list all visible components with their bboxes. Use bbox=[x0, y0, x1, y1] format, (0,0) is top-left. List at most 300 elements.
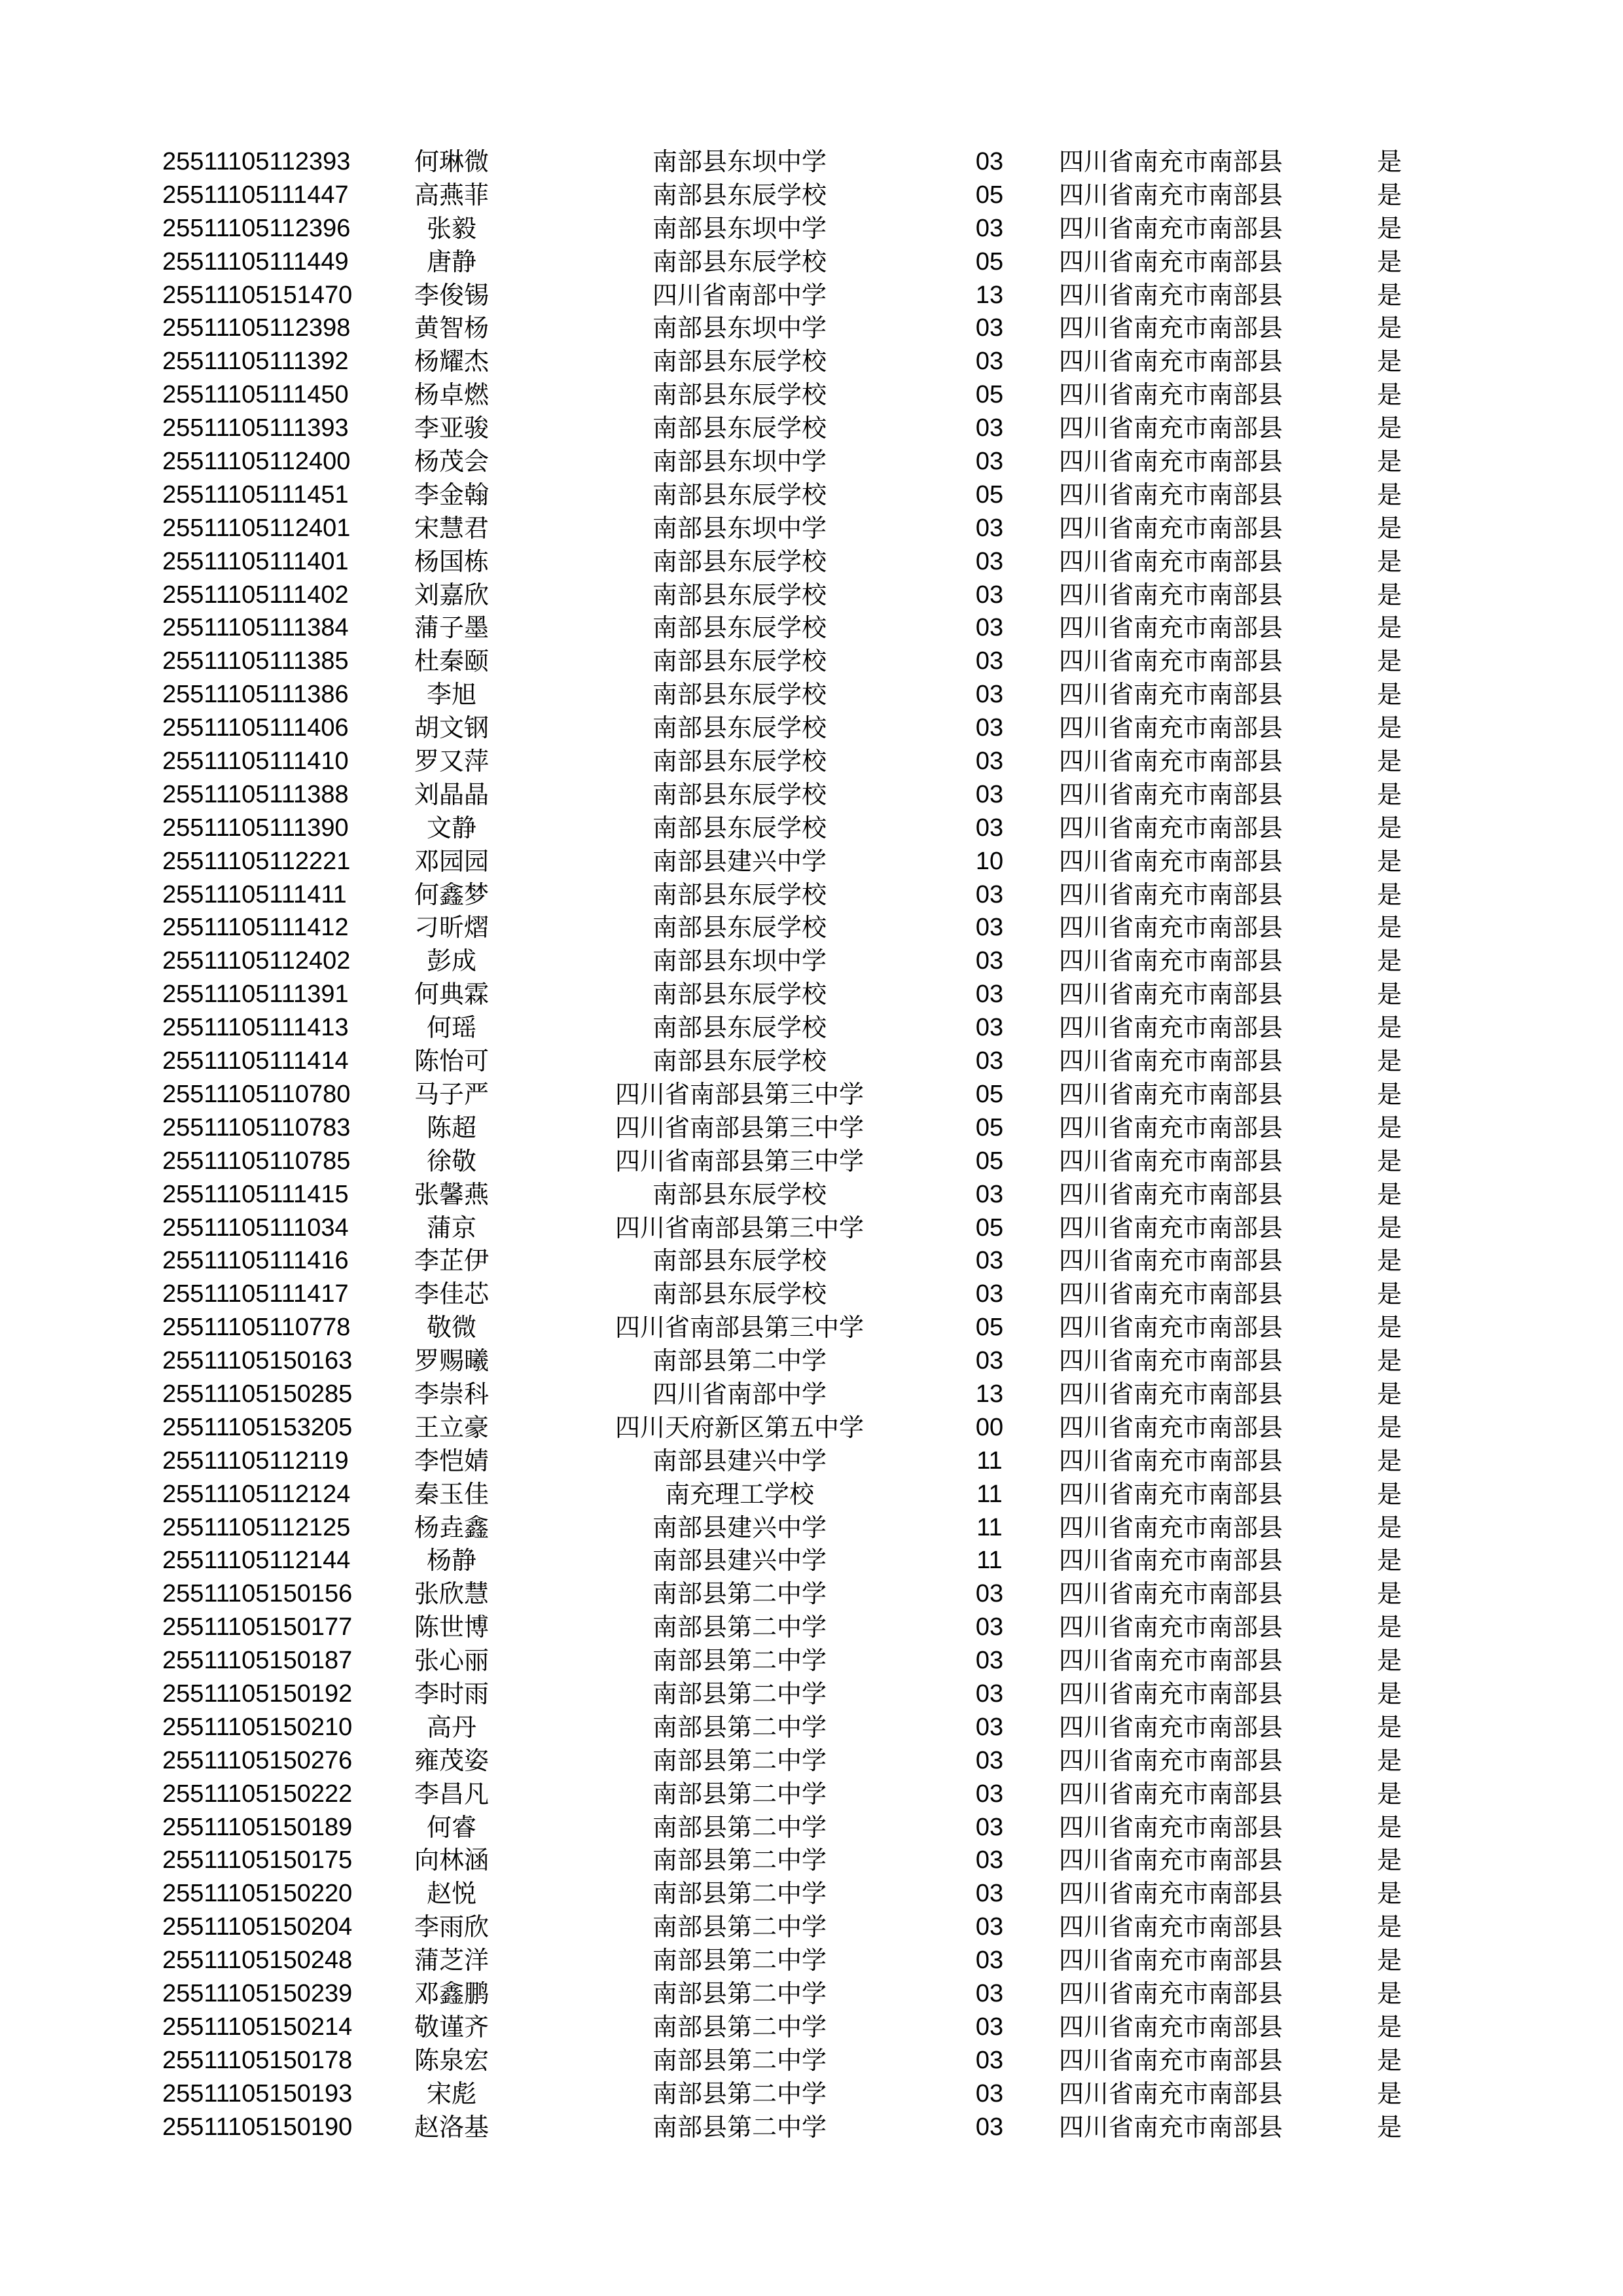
school-name: 南部县东辰学校 bbox=[652, 813, 827, 842]
student-name: 何典霖 bbox=[414, 980, 490, 1009]
table-row bbox=[0, 1411, 1623, 1444]
table-row bbox=[0, 1078, 1623, 1111]
table-row bbox=[0, 611, 1623, 645]
eligibility-flag: 是 bbox=[1377, 213, 1402, 243]
eligibility-flag: 是 bbox=[1377, 1412, 1402, 1442]
region: 四川省南充市南部县 bbox=[1059, 2112, 1283, 2142]
student-name: 杨垚鑫 bbox=[414, 1513, 490, 1542]
exam-id: 25511105150189 bbox=[162, 1813, 353, 1841]
student-name: 李俊锡 bbox=[414, 280, 490, 310]
eligibility-flag: 是 bbox=[1377, 1712, 1402, 1742]
exam-id: 25511105150192 bbox=[162, 1679, 353, 1708]
student-name: 陈超 bbox=[426, 1113, 477, 1142]
exam-id: 25511105110780 bbox=[162, 1080, 351, 1108]
table-row bbox=[0, 1211, 1623, 1245]
exam-id: 25511105150222 bbox=[162, 1780, 353, 1808]
region: 四川省南充市南部县 bbox=[1059, 180, 1283, 209]
student-name: 宋慧君 bbox=[414, 513, 490, 543]
school-name: 南充理工学校 bbox=[664, 1479, 815, 1509]
eligibility-flag: 是 bbox=[1377, 447, 1402, 476]
exam-id: 25511105111415 bbox=[162, 1180, 349, 1208]
student-name: 陈泉宏 bbox=[414, 2045, 490, 2075]
exam-id: 25511105150239 bbox=[162, 1979, 353, 2007]
eligibility-flag: 是 bbox=[1377, 880, 1402, 909]
category-code: 03 bbox=[975, 747, 1004, 776]
student-name: 何琳微 bbox=[414, 147, 490, 176]
region: 四川省南充市南部县 bbox=[1059, 1513, 1283, 1542]
school-name: 四川省南部县第三中学 bbox=[615, 1079, 865, 1109]
category-code: 03 bbox=[975, 980, 1004, 1009]
school-name: 南部县东辰学校 bbox=[652, 247, 827, 276]
eligibility-flag: 是 bbox=[1377, 1479, 1402, 1509]
table-row bbox=[0, 878, 1623, 912]
region: 四川省南充市南部县 bbox=[1059, 1047, 1283, 1076]
student-name: 高燕菲 bbox=[414, 180, 490, 209]
category-code: 03 bbox=[975, 448, 1004, 476]
exam-id: 25511105111450 bbox=[162, 381, 349, 409]
student-name: 雍茂姿 bbox=[414, 1746, 490, 1775]
student-name: 蒲京 bbox=[426, 1213, 477, 1242]
school-name: 南部县第二中学 bbox=[652, 1912, 827, 1942]
region: 四川省南充市南部县 bbox=[1059, 314, 1283, 343]
table-row bbox=[0, 1711, 1623, 1744]
table-row bbox=[0, 1544, 1623, 1577]
table-row bbox=[0, 1677, 1623, 1711]
student-name: 何睿 bbox=[426, 1812, 477, 1842]
table-row bbox=[0, 2077, 1623, 2111]
category-code: 03 bbox=[975, 681, 1004, 709]
eligibility-flag: 是 bbox=[1377, 1846, 1402, 1875]
exam-id: 25511105112393 bbox=[162, 148, 351, 175]
category-code: 03 bbox=[975, 880, 1004, 908]
school-name: 南部县第二中学 bbox=[652, 1979, 827, 2008]
eligibility-flag: 是 bbox=[1377, 1879, 1402, 1909]
category-code: 03 bbox=[975, 348, 1004, 376]
table-row bbox=[0, 212, 1623, 245]
exam-id: 25511105150163 bbox=[162, 1347, 353, 1375]
region: 四川省南充市南部县 bbox=[1059, 213, 1283, 243]
exam-id: 25511105111411 bbox=[162, 880, 347, 908]
region: 四川省南充市南部县 bbox=[1059, 280, 1283, 310]
exam-id: 25511105153205 bbox=[162, 1413, 353, 1441]
eligibility-flag: 是 bbox=[1377, 414, 1402, 443]
region: 四川省南充市南部县 bbox=[1059, 1446, 1283, 1475]
student-name: 杨耀杰 bbox=[414, 347, 490, 376]
region: 四川省南充市南部县 bbox=[1059, 1346, 1283, 1376]
eligibility-flag: 是 bbox=[1377, 846, 1402, 876]
exam-id: 25511105150175 bbox=[162, 1846, 353, 1874]
school-name: 南部县第二中学 bbox=[652, 1746, 827, 1775]
school-name: 南部县东辰学校 bbox=[652, 380, 827, 410]
exam-id: 25511105111385 bbox=[162, 647, 349, 675]
school-name: 南部县第二中学 bbox=[652, 1679, 827, 1708]
student-name: 赵洛基 bbox=[414, 2112, 490, 2142]
category-code: 03 bbox=[975, 1347, 1004, 1375]
student-name: 黄智杨 bbox=[414, 314, 490, 343]
table-row bbox=[0, 812, 1623, 845]
school-name: 南部县第二中学 bbox=[652, 1579, 827, 1609]
region: 四川省南充市南部县 bbox=[1059, 1912, 1283, 1942]
exam-id: 25511105111449 bbox=[162, 247, 349, 276]
eligibility-flag: 是 bbox=[1377, 1213, 1402, 1242]
school-name: 南部县东辰学校 bbox=[652, 347, 827, 376]
school-name: 南部县第二中学 bbox=[652, 2012, 827, 2041]
exam-id: 25511105111416 bbox=[162, 1247, 349, 1275]
student-name: 杨茂会 bbox=[414, 447, 490, 476]
student-name: 刘嘉欣 bbox=[414, 580, 490, 609]
exam-id: 25511105150214 bbox=[162, 2013, 353, 2041]
exam-id: 25511105110785 bbox=[162, 1147, 351, 1175]
student-list bbox=[0, 145, 1623, 2144]
category-code: 11 bbox=[976, 1446, 1003, 1475]
school-name: 南部县第二中学 bbox=[652, 1712, 827, 1742]
category-code: 13 bbox=[975, 281, 1004, 309]
school-name: 南部县东坝中学 bbox=[652, 946, 827, 976]
student-name: 秦玉佳 bbox=[414, 1479, 490, 1509]
school-name: 南部县第二中学 bbox=[652, 1846, 827, 1875]
region: 四川省南充市南部县 bbox=[1059, 547, 1283, 576]
table-row bbox=[0, 245, 1623, 279]
eligibility-flag: 是 bbox=[1377, 680, 1402, 709]
region: 四川省南充市南部县 bbox=[1059, 613, 1283, 643]
category-code: 05 bbox=[975, 1314, 1004, 1342]
category-code: 03 bbox=[975, 1180, 1004, 1208]
school-name: 南部县第二中学 bbox=[652, 1346, 827, 1376]
school-name: 南部县东辰学校 bbox=[652, 613, 827, 643]
student-name: 张心丽 bbox=[414, 1646, 490, 1676]
student-name: 张毅 bbox=[426, 213, 477, 243]
table-row bbox=[0, 1344, 1623, 1378]
exam-id: 25511105110783 bbox=[162, 1113, 351, 1141]
category-code: 03 bbox=[975, 647, 1004, 675]
region: 四川省南充市南部县 bbox=[1059, 1379, 1283, 1408]
region: 四川省南充市南部县 bbox=[1059, 1013, 1283, 1043]
eligibility-flag: 是 bbox=[1377, 1246, 1402, 1276]
school-name: 南部县东辰学校 bbox=[652, 547, 827, 576]
student-name: 马子严 bbox=[414, 1079, 490, 1109]
eligibility-flag: 是 bbox=[1377, 713, 1402, 743]
eligibility-flag: 是 bbox=[1377, 747, 1402, 776]
eligibility-flag: 是 bbox=[1377, 2045, 1402, 2075]
eligibility-flag: 是 bbox=[1377, 1779, 1402, 1808]
category-code: 05 bbox=[975, 480, 1004, 509]
exam-id: 25511105111401 bbox=[162, 547, 349, 575]
eligibility-flag: 是 bbox=[1377, 1379, 1402, 1408]
table-row bbox=[0, 1811, 1623, 1844]
category-code: 03 bbox=[975, 1846, 1004, 1874]
table-row bbox=[0, 1877, 1623, 1910]
student-name: 张欣慧 bbox=[414, 1579, 490, 1609]
region: 四川省南充市南部县 bbox=[1059, 946, 1283, 976]
school-name: 南部县建兴中学 bbox=[652, 846, 827, 876]
exam-id: 25511105111410 bbox=[162, 747, 349, 776]
eligibility-flag: 是 bbox=[1377, 547, 1402, 576]
school-name: 南部县东辰学校 bbox=[652, 1246, 827, 1276]
exam-id: 25511105150276 bbox=[162, 1746, 353, 1774]
table-row bbox=[0, 1045, 1623, 1078]
table-row bbox=[0, 378, 1623, 412]
category-code: 05 bbox=[975, 1213, 1004, 1242]
table-row bbox=[0, 778, 1623, 812]
table-row bbox=[0, 545, 1623, 579]
table-row bbox=[0, 1378, 1623, 1411]
eligibility-flag: 是 bbox=[1377, 946, 1402, 976]
eligibility-flag: 是 bbox=[1377, 1613, 1402, 1642]
school-name: 南部县东辰学校 bbox=[652, 747, 827, 776]
exam-id: 25511105111384 bbox=[162, 614, 349, 642]
exam-id: 25511105112398 bbox=[162, 314, 351, 342]
category-code: 03 bbox=[975, 1813, 1004, 1841]
region: 四川省南充市南部县 bbox=[1059, 1313, 1283, 1342]
student-name: 唐静 bbox=[426, 247, 477, 276]
region: 四川省南充市南部县 bbox=[1059, 880, 1283, 909]
table-row bbox=[0, 1977, 1623, 2011]
eligibility-flag: 是 bbox=[1377, 1446, 1402, 1475]
student-name: 胡文钢 bbox=[414, 713, 490, 743]
category-code: 03 bbox=[975, 1247, 1004, 1275]
category-code: 10 bbox=[975, 847, 1004, 875]
school-name: 南部县东辰学校 bbox=[652, 1013, 827, 1043]
category-code: 03 bbox=[975, 2113, 1004, 2141]
school-name: 南部县建兴中学 bbox=[652, 1446, 827, 1475]
exam-id: 25511105111413 bbox=[162, 1014, 349, 1042]
exam-id: 25511105150210 bbox=[162, 1713, 353, 1741]
student-name: 敬微 bbox=[426, 1313, 477, 1342]
category-code: 03 bbox=[975, 1047, 1004, 1075]
student-name: 李崇科 bbox=[414, 1379, 490, 1408]
eligibility-flag: 是 bbox=[1377, 1746, 1402, 1775]
eligibility-flag: 是 bbox=[1377, 280, 1402, 310]
eligibility-flag: 是 bbox=[1377, 2112, 1402, 2142]
school-name: 南部县第二中学 bbox=[652, 1879, 827, 1909]
eligibility-flag: 是 bbox=[1377, 1679, 1402, 1708]
student-name: 李雨欣 bbox=[414, 1912, 490, 1942]
table-row bbox=[0, 279, 1623, 312]
school-name: 南部县第二中学 bbox=[652, 2045, 827, 2075]
category-code: 03 bbox=[975, 314, 1004, 342]
school-name: 南部县东辰学校 bbox=[652, 980, 827, 1009]
eligibility-flag: 是 bbox=[1377, 1047, 1402, 1076]
school-name: 南部县东辰学校 bbox=[652, 780, 827, 809]
student-name: 蒲芝洋 bbox=[414, 1946, 490, 1975]
exam-id: 25511105112221 bbox=[162, 847, 351, 875]
table-row bbox=[0, 1111, 1623, 1145]
student-name: 宋彪 bbox=[426, 2079, 477, 2108]
student-name: 王立豪 bbox=[414, 1412, 490, 1442]
student-name: 李旭 bbox=[426, 680, 477, 709]
category-code: 03 bbox=[975, 1613, 1004, 1641]
category-code: 03 bbox=[975, 1746, 1004, 1774]
student-name: 高丹 bbox=[426, 1712, 477, 1742]
category-code: 05 bbox=[975, 247, 1004, 276]
category-code: 03 bbox=[975, 148, 1004, 175]
eligibility-flag: 是 bbox=[1377, 513, 1402, 543]
exam-id: 25511105150190 bbox=[162, 2113, 353, 2141]
student-name: 彭成 bbox=[426, 946, 477, 976]
exam-id: 25511105112396 bbox=[162, 214, 351, 242]
region: 四川省南充市南部县 bbox=[1059, 747, 1283, 776]
region: 四川省南充市南部县 bbox=[1059, 447, 1283, 476]
region: 四川省南充市南部县 bbox=[1059, 1779, 1283, 1808]
region: 四川省南充市南部县 bbox=[1059, 1213, 1283, 1242]
exam-id: 25511105111412 bbox=[162, 914, 349, 942]
table-row bbox=[0, 179, 1623, 212]
school-name: 四川天府新区第五中学 bbox=[615, 1412, 865, 1442]
category-code: 03 bbox=[975, 947, 1004, 975]
table-row bbox=[0, 678, 1623, 711]
school-name: 南部县东辰学校 bbox=[652, 1280, 827, 1309]
school-name: 南部县第二中学 bbox=[652, 1946, 827, 1975]
table-row bbox=[0, 1311, 1623, 1344]
category-code: 03 bbox=[975, 614, 1004, 642]
table-row bbox=[0, 1944, 1623, 1977]
eligibility-flag: 是 bbox=[1377, 1280, 1402, 1309]
exam-id: 25511105111447 bbox=[162, 181, 349, 209]
category-code: 03 bbox=[975, 780, 1004, 808]
table-row bbox=[0, 711, 1623, 745]
student-name: 李佳芯 bbox=[414, 1280, 490, 1309]
region: 四川省南充市南部县 bbox=[1059, 513, 1283, 543]
exam-id: 25511105150220 bbox=[162, 1880, 353, 1908]
eligibility-flag: 是 bbox=[1377, 1546, 1402, 1575]
student-name: 徐敬 bbox=[426, 1146, 477, 1175]
eligibility-flag: 是 bbox=[1377, 1179, 1402, 1209]
region: 四川省南充市南部县 bbox=[1059, 247, 1283, 276]
category-code: 05 bbox=[975, 381, 1004, 409]
exam-id: 25511105150187 bbox=[162, 1647, 353, 1675]
category-code: 03 bbox=[975, 914, 1004, 942]
eligibility-flag: 是 bbox=[1377, 980, 1402, 1009]
exam-id: 25511105150178 bbox=[162, 2046, 353, 2074]
student-name: 陈世博 bbox=[414, 1613, 490, 1642]
region: 四川省南充市南部县 bbox=[1059, 1646, 1283, 1676]
eligibility-flag: 是 bbox=[1377, 813, 1402, 842]
school-name: 南部县东坝中学 bbox=[652, 447, 827, 476]
table-row bbox=[0, 1611, 1623, 1644]
region: 四川省南充市南部县 bbox=[1059, 1613, 1283, 1642]
school-name: 南部县第二中学 bbox=[652, 1812, 827, 1842]
exam-id: 25511105111406 bbox=[162, 714, 349, 742]
school-name: 南部县东辰学校 bbox=[652, 913, 827, 942]
region: 四川省南充市南部县 bbox=[1059, 1812, 1283, 1842]
table-row bbox=[0, 1478, 1623, 1511]
eligibility-flag: 是 bbox=[1377, 1912, 1402, 1942]
exam-id: 25511105150248 bbox=[162, 1946, 353, 1975]
school-name: 南部县东辰学校 bbox=[652, 480, 827, 509]
category-code: 05 bbox=[975, 1113, 1004, 1141]
category-code: 03 bbox=[975, 1580, 1004, 1608]
table-row bbox=[0, 2011, 1623, 2044]
student-name: 杨国栋 bbox=[414, 547, 490, 576]
table-row bbox=[0, 1145, 1623, 1178]
category-code: 03 bbox=[975, 714, 1004, 742]
eligibility-flag: 是 bbox=[1377, 613, 1402, 643]
student-name: 刁昕熠 bbox=[414, 913, 490, 942]
exam-id: 25511105112401 bbox=[162, 514, 351, 542]
table-row bbox=[0, 845, 1623, 878]
eligibility-flag: 是 bbox=[1377, 480, 1402, 509]
school-name: 四川省南部县第三中学 bbox=[615, 1113, 865, 1142]
region: 四川省南充市南部县 bbox=[1059, 980, 1283, 1009]
exam-id: 25511105150156 bbox=[162, 1580, 353, 1608]
exam-id: 25511105111386 bbox=[162, 681, 349, 709]
region: 四川省南充市南部县 bbox=[1059, 1246, 1283, 1276]
eligibility-flag: 是 bbox=[1377, 2079, 1402, 2108]
category-code: 03 bbox=[975, 1679, 1004, 1708]
category-code: 03 bbox=[975, 547, 1004, 575]
exam-id: 25511105111034 bbox=[162, 1213, 349, 1242]
region: 四川省南充市南部县 bbox=[1059, 580, 1283, 609]
eligibility-flag: 是 bbox=[1377, 314, 1402, 343]
exam-id: 25511105150285 bbox=[162, 1380, 353, 1408]
category-code: 03 bbox=[975, 1014, 1004, 1042]
region: 四川省南充市南部县 bbox=[1059, 1846, 1283, 1875]
exam-id: 25511105111393 bbox=[162, 414, 349, 442]
exam-id: 25511105112402 bbox=[162, 947, 351, 975]
student-name: 李亚骏 bbox=[414, 414, 490, 443]
eligibility-flag: 是 bbox=[1377, 1946, 1402, 1975]
eligibility-flag: 是 bbox=[1377, 780, 1402, 809]
school-name: 南部县东辰学校 bbox=[652, 580, 827, 609]
table-row bbox=[0, 579, 1623, 612]
school-name: 四川省南部县第三中学 bbox=[615, 1313, 865, 1342]
category-code: 05 bbox=[975, 1080, 1004, 1108]
student-name: 蒲子墨 bbox=[414, 613, 490, 643]
table-row bbox=[0, 745, 1623, 778]
category-code: 03 bbox=[975, 581, 1004, 609]
category-code: 03 bbox=[975, 1647, 1004, 1675]
eligibility-flag: 是 bbox=[1377, 380, 1402, 410]
table-row bbox=[0, 1644, 1623, 1677]
category-code: 03 bbox=[975, 414, 1004, 442]
school-name: 南部县东辰学校 bbox=[652, 713, 827, 743]
category-code: 03 bbox=[975, 1713, 1004, 1741]
table-row bbox=[0, 312, 1623, 345]
table-row bbox=[0, 1178, 1623, 1211]
table-row bbox=[0, 1011, 1623, 1045]
eligibility-flag: 是 bbox=[1377, 580, 1402, 609]
eligibility-flag: 是 bbox=[1377, 347, 1402, 376]
category-code: 03 bbox=[975, 2079, 1004, 2108]
school-name: 南部县第二中学 bbox=[652, 1779, 827, 1808]
table-row bbox=[0, 944, 1623, 978]
school-name: 四川省南部中学 bbox=[652, 1379, 827, 1408]
school-name: 南部县第二中学 bbox=[652, 2079, 827, 2108]
exam-id: 25511105112119 bbox=[162, 1446, 349, 1475]
category-code: 03 bbox=[975, 1280, 1004, 1308]
student-name: 李芷伊 bbox=[414, 1246, 490, 1276]
table-row bbox=[0, 412, 1623, 445]
student-name: 敬谨齐 bbox=[414, 2012, 490, 2041]
region: 四川省南充市南部县 bbox=[1059, 1280, 1283, 1309]
category-code: 11 bbox=[976, 1513, 1003, 1541]
school-name: 南部县东坝中学 bbox=[652, 147, 827, 176]
table-row bbox=[0, 1511, 1623, 1545]
category-code: 11 bbox=[976, 1480, 1003, 1508]
category-code: 03 bbox=[975, 1946, 1004, 1975]
table-row bbox=[0, 2111, 1623, 2144]
region: 四川省南充市南部县 bbox=[1059, 1479, 1283, 1509]
exam-id: 25511105150204 bbox=[162, 1913, 353, 1941]
school-name: 南部县第二中学 bbox=[652, 1646, 827, 1676]
region: 四川省南充市南部县 bbox=[1059, 2079, 1283, 2108]
exam-id: 25511105111414 bbox=[162, 1047, 349, 1075]
student-name: 陈怡可 bbox=[414, 1047, 490, 1076]
school-name: 南部县东辰学校 bbox=[652, 680, 827, 709]
exam-id: 25511105111402 bbox=[162, 581, 349, 609]
region: 四川省南充市南部县 bbox=[1059, 480, 1283, 509]
student-name: 赵悦 bbox=[426, 1879, 477, 1909]
